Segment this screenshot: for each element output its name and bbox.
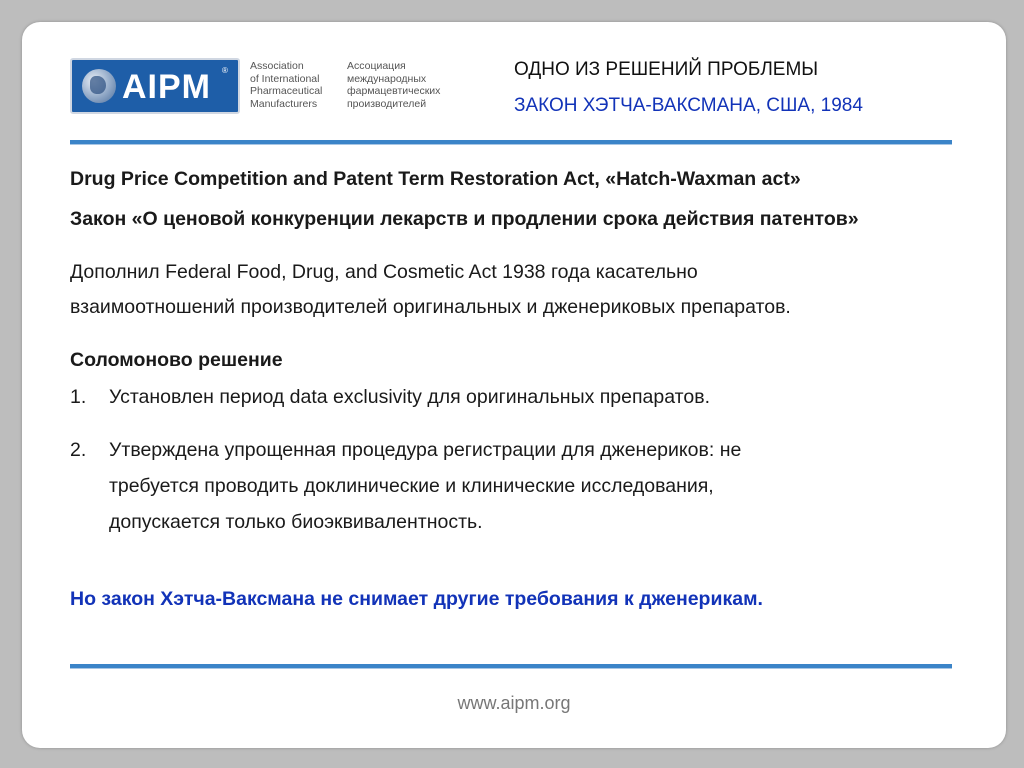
- list-item-1-line-1: Установлен период data exclusivity для оригинальных препаратов.: [109, 386, 710, 408]
- aipm-logo: [70, 58, 240, 114]
- logo-wordmark: AIPM: [122, 68, 211, 106]
- association-name-en: Association of International Pharmaceutical Manufacturers: [250, 60, 323, 110]
- slide-subtitle: ЗАКОН ХЭТЧА-ВАКСМАНА, США, 1984: [514, 95, 863, 116]
- header-divider: [70, 140, 952, 145]
- list-item-number: 2.: [70, 439, 87, 461]
- solution-heading: Соломоново решение: [70, 349, 283, 371]
- conclusion: Но закон Хэтча-Ваксмана не снимает другие требования к дженерикам.: [70, 588, 763, 610]
- slide-title: ОДНО ИЗ РЕШЕНИЙ ПРОБЛЕМЫ: [514, 59, 819, 80]
- footer-website-link[interactable]: www.aipm.org: [457, 693, 571, 713]
- association-name-ru: Ассоциация международных фармацевтических производителей: [347, 60, 441, 110]
- list-item-number: 1.: [70, 386, 87, 408]
- list-item-2-line-1: Утверждена упрощенная процедура регистрации для дженериков: не: [109, 439, 742, 461]
- act-title-en: Drug Price Competition and Patent Term Restoration Act, «Hatch-Waxman act»: [70, 168, 801, 190]
- slide: [22, 22, 1006, 748]
- list-item-2-line-2: требуется проводить доклинические и клинические исследования,: [109, 475, 714, 497]
- footer-divider: [70, 664, 952, 669]
- list-item-2-line-3: допускается только биоэквивалентность.: [109, 511, 483, 533]
- registered-mark: ®: [222, 66, 228, 75]
- description-line-2: взаимоотношений производителей оригинальных и дженериковых препаратов.: [70, 296, 791, 318]
- globe-icon: [82, 69, 116, 103]
- act-title-ru: Закон «О ценовой конкуренции лекарств и продлении срока действия патентов»: [70, 208, 859, 230]
- description-line-1: Дополнил Federal Food, Drug, and Cosmetic Act 1938 года касательно: [70, 261, 698, 283]
